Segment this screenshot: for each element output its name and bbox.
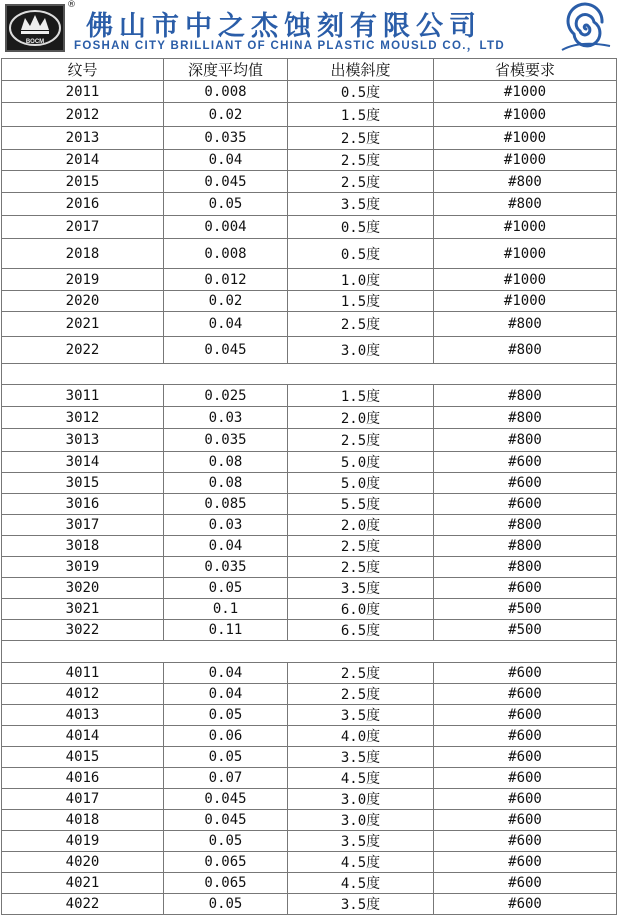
cell-polish-requirement: #600 (434, 663, 617, 684)
cell-polish-requirement: #800 (434, 407, 617, 429)
cell-depth-average: 0.085 (164, 494, 288, 515)
table-row (2, 81, 617, 103)
cell-draft-angle: 5.5度 (288, 494, 434, 515)
table-row (2, 536, 617, 557)
cell-draft-angle: 3.0度 (288, 810, 434, 831)
col-header-depth-average: 深度平均值 (164, 59, 288, 81)
table-row (2, 473, 617, 494)
cell-draft-angle: 1.5度 (288, 385, 434, 407)
cell-texture-no: 4020 (2, 852, 164, 873)
cell-draft-angle: 1.5度 (288, 291, 434, 312)
cell-polish-requirement: #1000 (434, 103, 617, 127)
cell-polish-requirement: #600 (434, 894, 617, 915)
crown-logo-icon (7, 6, 63, 50)
cell-texture-no: 2012 (2, 103, 164, 127)
cell-depth-average: 0.025 (164, 385, 288, 407)
cell-draft-angle: 5.0度 (288, 452, 434, 473)
cell-draft-angle: 1.5度 (288, 103, 434, 127)
table-row (2, 663, 617, 684)
cell-polish-requirement: #800 (434, 171, 617, 193)
cell-draft-angle: 4.5度 (288, 852, 434, 873)
table-row (2, 684, 617, 705)
cell-depth-average: 0.1 (164, 599, 288, 620)
table-row (2, 599, 617, 620)
cell-depth-average: 0.035 (164, 127, 288, 150)
cell-depth-average: 0.08 (164, 473, 288, 494)
cell-draft-angle: 0.5度 (288, 239, 434, 269)
cell-polish-requirement: #800 (434, 193, 617, 216)
cell-draft-angle: 0.5度 (288, 81, 434, 103)
cell-depth-average: 0.05 (164, 193, 288, 216)
cell-depth-average: 0.03 (164, 515, 288, 536)
cell-depth-average: 0.04 (164, 663, 288, 684)
col-header-polish-requirement: 省模要求 (434, 59, 617, 81)
cell-polish-requirement: #600 (434, 494, 617, 515)
cell-polish-requirement: #600 (434, 873, 617, 894)
table-row (2, 127, 617, 150)
cell-draft-angle: 3.5度 (288, 578, 434, 599)
cell-polish-requirement: #600 (434, 473, 617, 494)
cell-draft-angle: 2.5度 (288, 127, 434, 150)
cell-draft-angle: 3.5度 (288, 894, 434, 915)
cell-polish-requirement: #600 (434, 705, 617, 726)
cell-polish-requirement: #1000 (434, 150, 617, 171)
cell-draft-angle: 2.0度 (288, 407, 434, 429)
swirl-logo-icon (560, 2, 612, 54)
table-row (2, 620, 617, 641)
cell-draft-angle: 3.5度 (288, 705, 434, 726)
cell-draft-angle: 6.5度 (288, 620, 434, 641)
cell-texture-no: 4022 (2, 894, 164, 915)
table-row (2, 852, 617, 873)
cell-texture-no: 2019 (2, 269, 164, 291)
cell-texture-no: 3014 (2, 452, 164, 473)
cell-depth-average: 0.004 (164, 216, 288, 239)
cell-draft-angle: 2.5度 (288, 312, 434, 337)
cell-depth-average: 0.008 (164, 239, 288, 269)
cell-texture-no: 4019 (2, 831, 164, 852)
table-row (2, 810, 617, 831)
cell-texture-no: 3020 (2, 578, 164, 599)
cell-polish-requirement: #600 (434, 852, 617, 873)
table-header-row (2, 59, 617, 81)
cell-polish-requirement: #600 (434, 684, 617, 705)
table-row (2, 171, 617, 193)
cell-depth-average: 0.035 (164, 429, 288, 452)
cell-depth-average: 0.06 (164, 726, 288, 747)
table-row (2, 216, 617, 239)
cell-texture-no: 2022 (2, 337, 164, 364)
cell-texture-no: 4017 (2, 789, 164, 810)
col-header-texture-no: 纹号 (2, 59, 164, 81)
cell-draft-angle: 3.5度 (288, 193, 434, 216)
cell-texture-no: 3019 (2, 557, 164, 578)
group-separator-row (2, 641, 617, 663)
cell-polish-requirement: #800 (434, 337, 617, 364)
cell-draft-angle: 2.5度 (288, 684, 434, 705)
table-row (2, 726, 617, 747)
cell-polish-requirement: #800 (434, 385, 617, 407)
cell-texture-no: 4021 (2, 873, 164, 894)
cell-texture-no: 2014 (2, 150, 164, 171)
cell-texture-no: 3022 (2, 620, 164, 641)
cell-depth-average: 0.065 (164, 852, 288, 873)
cell-depth-average: 0.04 (164, 684, 288, 705)
cell-draft-angle: 2.5度 (288, 536, 434, 557)
col-header-draft-angle: 出模斜度 (288, 59, 434, 81)
cell-depth-average: 0.012 (164, 269, 288, 291)
cell-depth-average: 0.045 (164, 337, 288, 364)
cell-polish-requirement: #600 (434, 747, 617, 768)
cell-polish-requirement: #600 (434, 831, 617, 852)
table-row (2, 452, 617, 473)
table-row (2, 193, 617, 216)
table-row (2, 747, 617, 768)
table-row (2, 789, 617, 810)
cell-draft-angle: 4.5度 (288, 873, 434, 894)
cell-depth-average: 0.05 (164, 894, 288, 915)
cell-texture-no: 2013 (2, 127, 164, 150)
cell-depth-average: 0.008 (164, 81, 288, 103)
cell-depth-average: 0.07 (164, 768, 288, 789)
table-row (2, 873, 617, 894)
cell-depth-average: 0.05 (164, 831, 288, 852)
table-row (2, 557, 617, 578)
cell-texture-no: 2018 (2, 239, 164, 269)
cell-texture-no: 3021 (2, 599, 164, 620)
cell-polish-requirement: #600 (434, 578, 617, 599)
cell-depth-average: 0.04 (164, 150, 288, 171)
cell-draft-angle: 3.5度 (288, 831, 434, 852)
company-banner (0, 0, 618, 58)
cell-texture-no: 3016 (2, 494, 164, 515)
cell-polish-requirement: #600 (434, 452, 617, 473)
cell-depth-average: 0.065 (164, 873, 288, 894)
cell-depth-average: 0.045 (164, 171, 288, 193)
cell-draft-angle: 4.5度 (288, 768, 434, 789)
table-row (2, 150, 617, 171)
cell-polish-requirement: #1000 (434, 127, 617, 150)
cell-polish-requirement: #600 (434, 810, 617, 831)
cell-polish-requirement: #1000 (434, 269, 617, 291)
cell-draft-angle: 3.0度 (288, 337, 434, 364)
cell-texture-no: 3013 (2, 429, 164, 452)
cell-polish-requirement: #500 (434, 599, 617, 620)
cell-draft-angle: 2.5度 (288, 557, 434, 578)
cell-depth-average: 0.04 (164, 312, 288, 337)
cell-polish-requirement: #1000 (434, 291, 617, 312)
cell-draft-angle: 2.5度 (288, 663, 434, 684)
cell-draft-angle: 6.0度 (288, 599, 434, 620)
table-row (2, 578, 617, 599)
cell-texture-no: 2015 (2, 171, 164, 193)
cell-draft-angle: 2.5度 (288, 171, 434, 193)
cell-texture-no: 4013 (2, 705, 164, 726)
cell-depth-average: 0.08 (164, 452, 288, 473)
table-row (2, 429, 617, 452)
cell-depth-average: 0.02 (164, 291, 288, 312)
table-row (2, 385, 617, 407)
cell-texture-no: 4015 (2, 747, 164, 768)
cell-depth-average: 0.02 (164, 103, 288, 127)
cell-texture-no: 3015 (2, 473, 164, 494)
cell-draft-angle: 3.0度 (288, 789, 434, 810)
group-separator-cell (2, 641, 617, 663)
cell-depth-average: 0.05 (164, 705, 288, 726)
table-row (2, 239, 617, 269)
cell-draft-angle: 2.0度 (288, 515, 434, 536)
cell-depth-average: 0.045 (164, 789, 288, 810)
cell-texture-no: 3011 (2, 385, 164, 407)
cell-depth-average: 0.05 (164, 747, 288, 768)
cell-polish-requirement: #800 (434, 536, 617, 557)
svg-text:BOCM: BOCM (25, 39, 45, 45)
cell-draft-angle: 2.5度 (288, 150, 434, 171)
cell-texture-no: 4014 (2, 726, 164, 747)
cell-texture-no: 3012 (2, 407, 164, 429)
cell-texture-no: 4012 (2, 684, 164, 705)
cell-draft-angle: 3.5度 (288, 747, 434, 768)
cell-polish-requirement: #800 (434, 429, 617, 452)
cell-depth-average: 0.035 (164, 557, 288, 578)
cell-texture-no: 2021 (2, 312, 164, 337)
cell-texture-no: 3017 (2, 515, 164, 536)
group-separator-row (2, 364, 617, 385)
cell-polish-requirement: #800 (434, 312, 617, 337)
table-row (2, 831, 617, 852)
cell-depth-average: 0.03 (164, 407, 288, 429)
cell-texture-no: 4016 (2, 768, 164, 789)
table-row (2, 103, 617, 127)
cell-polish-requirement: #1000 (434, 216, 617, 239)
cell-polish-requirement: #500 (434, 620, 617, 641)
company-name-en: FOSHAN CITY BRILLIANT OF CHINA PLASTIC MOUSLD CO.，LTD (74, 40, 505, 52)
cell-draft-angle: 2.5度 (288, 429, 434, 452)
table-row (2, 312, 617, 337)
group-separator-cell (2, 364, 617, 385)
table-row (2, 291, 617, 312)
cell-depth-average: 0.04 (164, 536, 288, 557)
cell-depth-average: 0.05 (164, 578, 288, 599)
cell-polish-requirement: #600 (434, 726, 617, 747)
cell-texture-no: 2017 (2, 216, 164, 239)
cell-draft-angle: 5.0度 (288, 473, 434, 494)
cell-polish-requirement: #600 (434, 768, 617, 789)
registered-mark: ® (67, 0, 76, 10)
cell-texture-no: 4011 (2, 663, 164, 684)
cell-polish-requirement: #800 (434, 515, 617, 536)
table-row (2, 337, 617, 364)
cell-draft-angle: 0.5度 (288, 216, 434, 239)
cell-draft-angle: 1.0度 (288, 269, 434, 291)
cell-texture-no: 2016 (2, 193, 164, 216)
cell-polish-requirement: #1000 (434, 239, 617, 269)
cell-polish-requirement: #600 (434, 789, 617, 810)
table-row (2, 407, 617, 429)
cell-polish-requirement: #800 (434, 557, 617, 578)
table-row (2, 705, 617, 726)
table-row (2, 894, 617, 915)
table-row (2, 269, 617, 291)
table-row (2, 768, 617, 789)
cell-polish-requirement: #1000 (434, 81, 617, 103)
company-name-cn: 佛山市中之杰蚀刻有限公司 (86, 11, 482, 42)
cell-texture-no: 4018 (2, 810, 164, 831)
company-logo (5, 4, 65, 52)
cell-draft-angle: 4.0度 (288, 726, 434, 747)
cell-texture-no: 2020 (2, 291, 164, 312)
cell-depth-average: 0.045 (164, 810, 288, 831)
table-row (2, 515, 617, 536)
cell-depth-average: 0.11 (164, 620, 288, 641)
cell-texture-no: 3018 (2, 536, 164, 557)
cell-texture-no: 2011 (2, 81, 164, 103)
table-row (2, 494, 617, 515)
texture-spec-table (1, 58, 617, 915)
